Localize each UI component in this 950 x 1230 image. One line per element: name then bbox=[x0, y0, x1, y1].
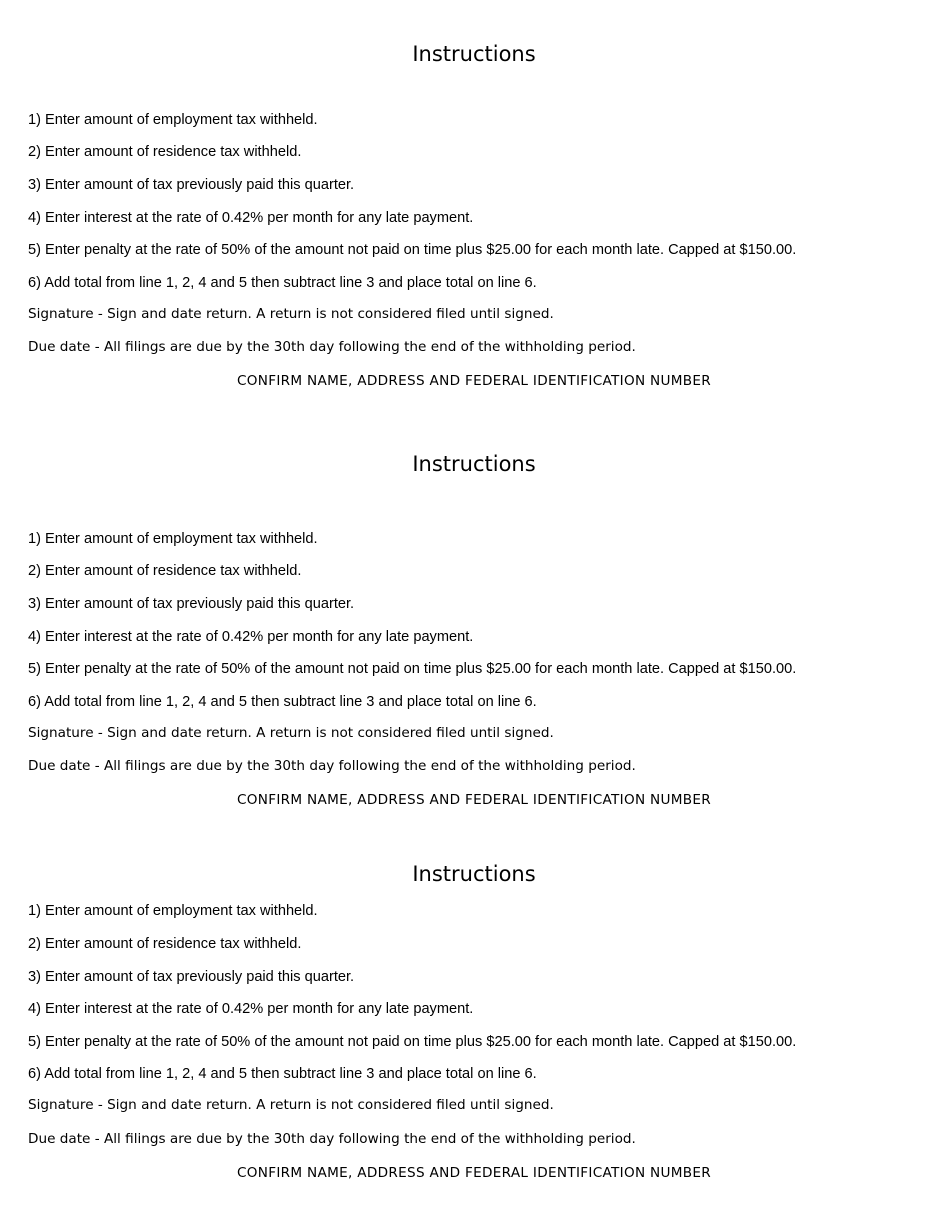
signature-note: Signature - Sign and date return. A return is not considered filed until signed. bbox=[28, 725, 554, 741]
instruction-line-2: 2) Enter amount of residence tax withheld. bbox=[28, 144, 302, 160]
instruction-line-5: 5) Enter penalty at the rate of 50% of the amount not paid on time plus $25.00 for each month late. Capped at $150.00. bbox=[28, 661, 797, 677]
instruction-line-2: 2) Enter amount of residence tax withheld. bbox=[28, 563, 302, 579]
instruction-line-5: 5) Enter penalty at the rate of 50% of the amount not paid on time plus $25.00 for each month late. Capped at $150.00. bbox=[28, 1034, 797, 1050]
signature-note: Signature - Sign and date return. A return is not considered filed until signed. bbox=[28, 306, 554, 322]
instruction-line-6: 6) Add total from line 1, 2, 4 and 5 then subtract line 3 and place total on line 6. bbox=[28, 694, 537, 710]
section-heading: Instructions bbox=[412, 862, 536, 886]
instruction-line-3: 3) Enter amount of tax previously paid this quarter. bbox=[28, 596, 355, 612]
instruction-line-1: 1) Enter amount of employment tax withheld. bbox=[28, 903, 318, 919]
due-date-note: Due date - All filings are due by the 30th day following the end of the withholding period. bbox=[28, 1131, 636, 1147]
instruction-line-3: 3) Enter amount of tax previously paid this quarter. bbox=[28, 177, 355, 193]
due-date-note: Due date - All filings are due by the 30th day following the end of the withholding period. bbox=[28, 758, 636, 774]
signature-note: Signature - Sign and date return. A return is not considered filed until signed. bbox=[28, 1097, 554, 1113]
instruction-line-1: 1) Enter amount of employment tax withheld. bbox=[28, 531, 318, 547]
confirm-notice: CONFIRM NAME, ADDRESS AND FEDERAL IDENTIFICATION NUMBER bbox=[236, 792, 712, 808]
instruction-line-4: 4) Enter interest at the rate of 0.42% per month for any late payment. bbox=[28, 210, 474, 226]
section-heading: Instructions bbox=[412, 452, 536, 476]
instruction-line-6: 6) Add total from line 1, 2, 4 and 5 then subtract line 3 and place total on line 6. bbox=[28, 1066, 537, 1082]
due-date-note: Due date - All filings are due by the 30th day following the end of the withholding period. bbox=[28, 339, 636, 355]
instruction-line-6: 6) Add total from line 1, 2, 4 and 5 then subtract line 3 and place total on line 6. bbox=[28, 275, 537, 291]
instruction-line-4: 4) Enter interest at the rate of 0.42% per month for any late payment. bbox=[28, 1001, 474, 1017]
confirm-notice: CONFIRM NAME, ADDRESS AND FEDERAL IDENTIFICATION NUMBER bbox=[236, 373, 712, 389]
instruction-line-2: 2) Enter amount of residence tax withheld. bbox=[28, 936, 302, 952]
instruction-line-5: 5) Enter penalty at the rate of 50% of the amount not paid on time plus $25.00 for each month late. Capped at $150.00. bbox=[28, 242, 797, 258]
instruction-line-1: 1) Enter amount of employment tax withheld. bbox=[28, 112, 318, 128]
instruction-line-4: 4) Enter interest at the rate of 0.42% per month for any late payment. bbox=[28, 629, 474, 645]
confirm-notice: CONFIRM NAME, ADDRESS AND FEDERAL IDENTIFICATION NUMBER bbox=[236, 1165, 712, 1181]
section-heading: Instructions bbox=[412, 42, 536, 66]
instruction-line-3: 3) Enter amount of tax previously paid this quarter. bbox=[28, 969, 355, 985]
